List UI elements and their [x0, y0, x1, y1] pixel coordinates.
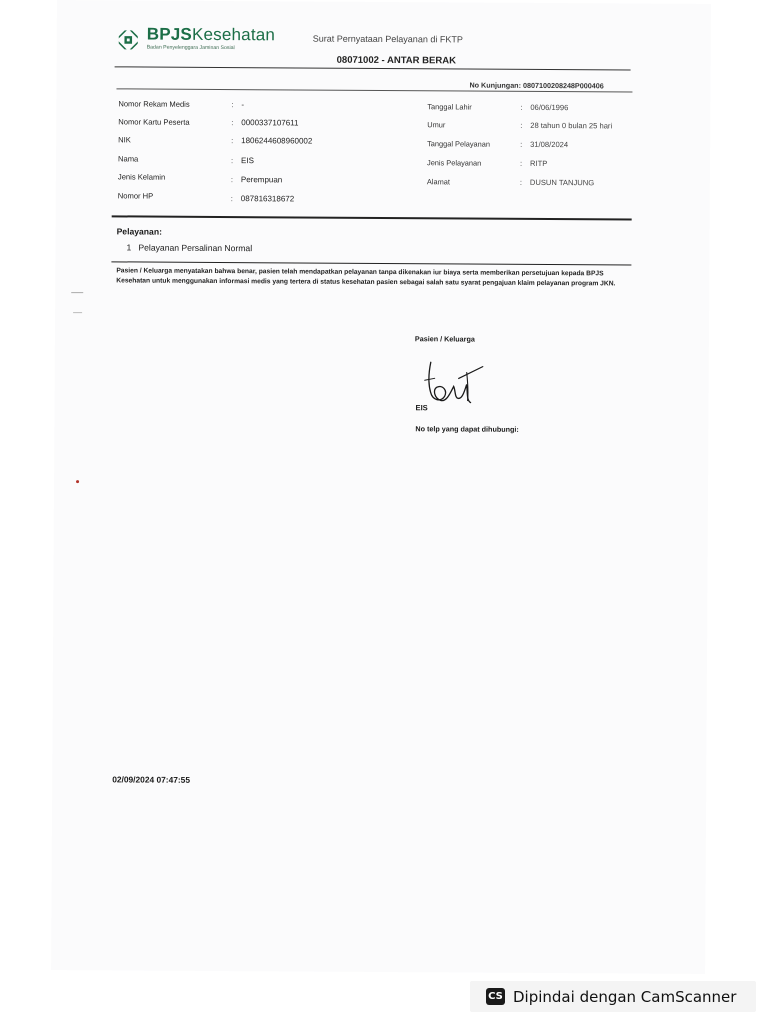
- colon: :: [520, 102, 523, 112]
- label-address: Alamat: [426, 177, 450, 187]
- colon: :: [519, 158, 523, 168]
- scanned-document-page: [51, 0, 711, 974]
- printed-timestamp: 02/09/2024 07:47:55: [112, 774, 191, 785]
- label-nik: NIK: [118, 135, 131, 145]
- facility-code: 08071002 - ANTAR BERAK: [336, 54, 456, 67]
- value-card-number: 0000337107611: [241, 118, 299, 128]
- value-service-date: 31/08/2024: [530, 139, 569, 150]
- colon: :: [520, 120, 523, 130]
- camscanner-label: Dipindai dengan CamScanner: [513, 987, 737, 1006]
- label-birth-date: Tanggal Lahir: [427, 102, 472, 112]
- visit-number: No Kunjungan: 0807100208248P000406: [469, 80, 604, 91]
- label-service-type: Jenis Pelayanan: [426, 158, 482, 168]
- label-name: Nama: [118, 154, 139, 164]
- colon: :: [230, 156, 234, 166]
- label-age: Umur: [427, 120, 446, 130]
- brand-name: BPJSKesehatan: [146, 24, 276, 45]
- label-phone: Nomor HP: [117, 191, 154, 201]
- bpjs-logo-icon: [119, 30, 138, 49]
- value-age: 28 tahun 0 bulan 25 hari: [530, 120, 613, 131]
- services-divider: [112, 215, 632, 220]
- service-item-name: Pelayanan Persalinan Normal: [138, 242, 253, 254]
- signature-heading: Pasien / Keluarga: [414, 334, 475, 344]
- colon: :: [231, 100, 234, 110]
- camscanner-logo-icon: CS: [486, 988, 505, 1005]
- value-name: EIS: [240, 156, 254, 166]
- value-gender: Perempuan: [240, 175, 283, 185]
- services-heading: Pelayanan:: [116, 226, 163, 237]
- label-service-date: Tanggal Pelayanan: [427, 139, 491, 149]
- service-item-number: 1: [126, 242, 132, 253]
- label-medical-record: Nomor Rekam Medis: [118, 99, 190, 109]
- handwritten-signature: [421, 356, 491, 410]
- document-title: Surat Pernyataan Pelayanan di FKTP: [312, 33, 463, 45]
- margin-mark: [71, 292, 83, 293]
- consent-statement: Pasien / Keluarga menyatakan bahwa benar, pasien telah mendapatkan pelayanan tanpa dikenakan iur biaya serta memberikan persetujuan kepada BPJS Kesehatan untuk menggunakan informasi medis yang tertera di status kesehatan pasien sebagai salah satu syarat pengajuan klaim pelayanan program JKN.: [116, 267, 616, 288]
- value-medical-record: -: [241, 100, 245, 110]
- header-divider: [115, 66, 631, 70]
- colon: :: [230, 175, 234, 185]
- service-item: [126, 242, 252, 253]
- signature-name: EIS: [415, 403, 428, 413]
- colon: :: [230, 194, 233, 204]
- camscanner-badge: [470, 981, 756, 1012]
- brand-subtitle: Badan Penyelenggara Jaminan Sosial: [146, 44, 235, 52]
- value-service-type: RITP: [529, 158, 548, 168]
- value-phone: 087816318672: [240, 194, 295, 204]
- value-birth-date: 06/06/1996: [530, 102, 569, 113]
- ink-dot-mark: [76, 480, 79, 483]
- colon: :: [231, 118, 234, 128]
- colon: :: [519, 177, 523, 187]
- margin-mark: [73, 312, 82, 313]
- colon: :: [231, 136, 234, 146]
- label-gender: Jenis Kelamin: [117, 172, 166, 182]
- contact-phone-label: No telp yang dapat dihubungi:: [415, 424, 519, 434]
- statement-divider: [111, 261, 631, 265]
- colon: :: [520, 139, 523, 149]
- value-nik: 1806244608960002: [241, 136, 313, 146]
- value-address: DUSUN TANJUNG: [529, 177, 595, 188]
- label-card-number: Nomor Kartu Peserta: [118, 117, 190, 127]
